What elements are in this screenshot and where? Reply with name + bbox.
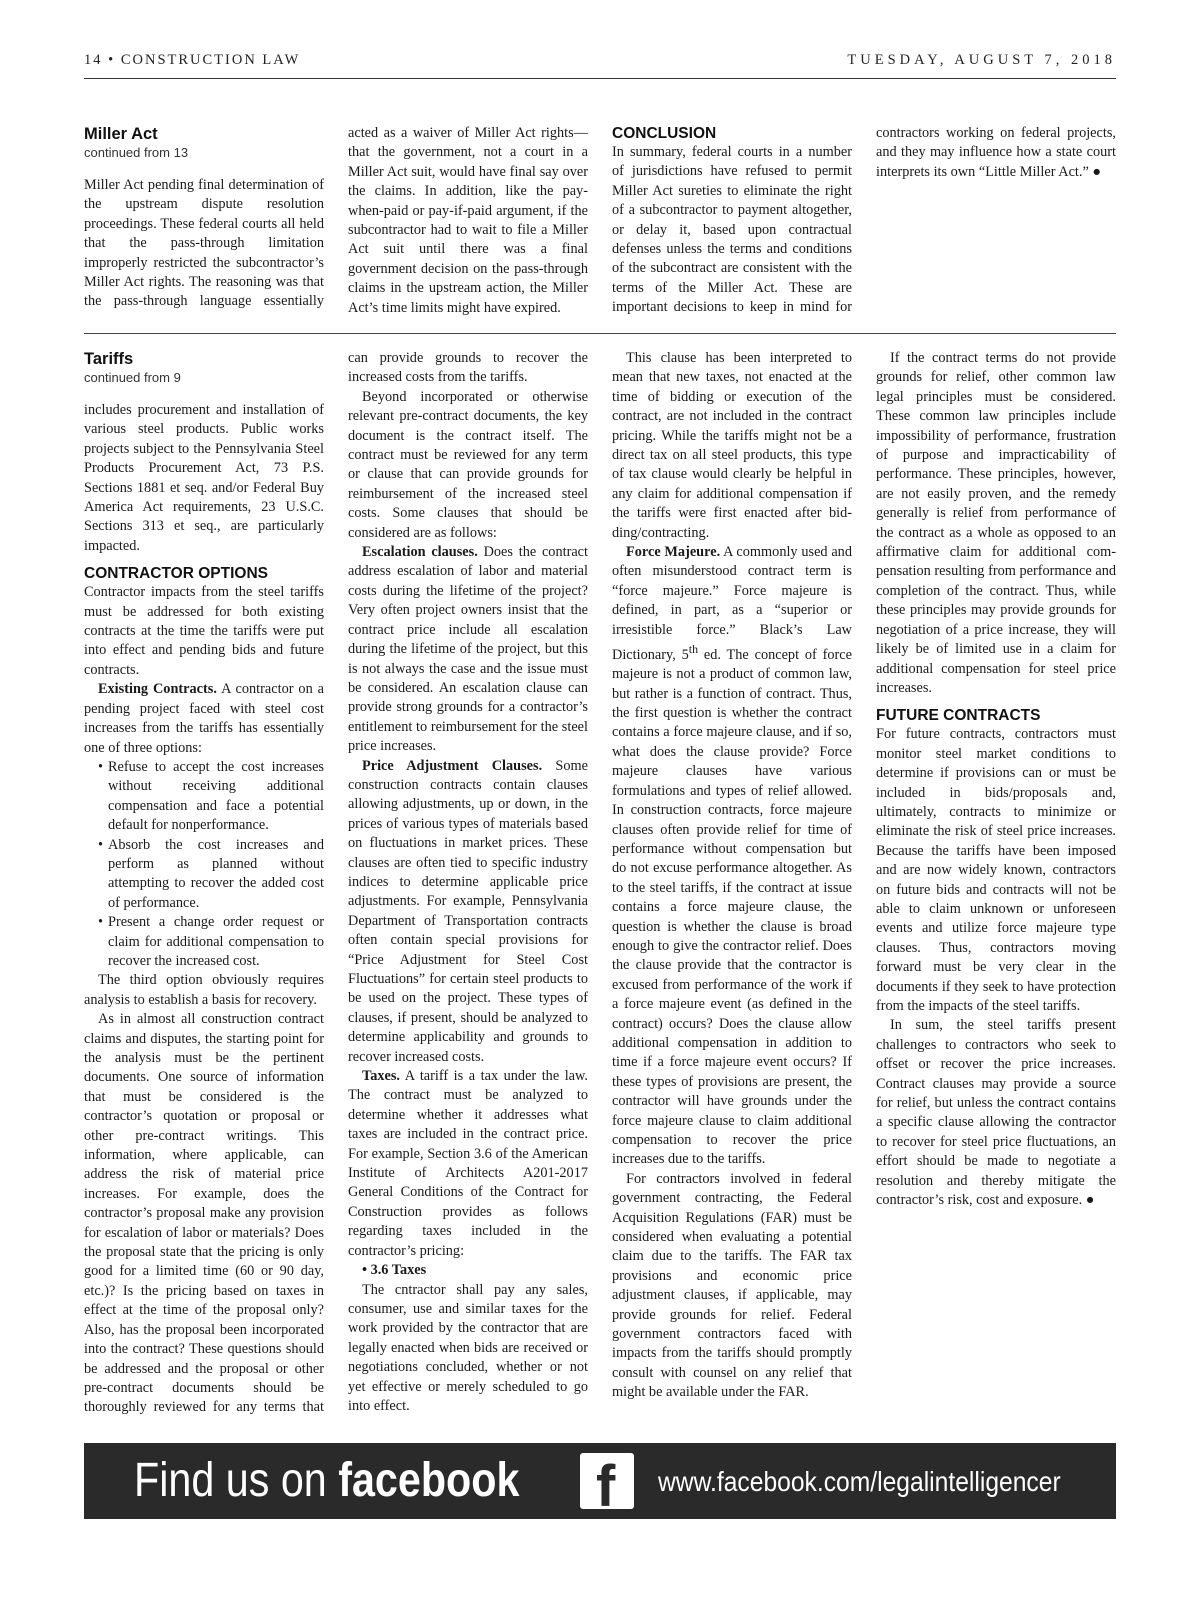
in-sum-paragraph: In sum, the steel tariffs present challenges to contractors who seek to offset or recover the price increases. Contract clauses may provide a source for relief, but unless the contract contains a specific clause allowing the contractor to recover for steel price fluctuations, an effort should be made to negotiate a resolution and thereby mitigate the contractor’s risk, cost and exposure. ● (876, 1017, 1116, 1209)
header-rule (84, 78, 1116, 79)
facebook-icon: f (580, 1453, 634, 1509)
force-majeure-lead: Force Majeure. (626, 544, 721, 561)
list-item: • Present a change order request or claim for additional compensation to recover the increased cost. (108, 913, 324, 971)
documents-paragraph: As in almost all construction contract claims and disputes, the starting point for the analysis must be the pertinent documents. One source of information that must be considered is the contractor’s quotation or proposal or other pre-contract writings. This information, where applicable, can address the risk of material price increases. For example, does the contractor’s proposal make any provision for escalation of labor or materials? Does the proposal state that the pricing is only good for a limited time (60 or 90 day, etc.)? Is the pricing based on taxes in effect at the time of the proposal only? Also, has the proposal been incorporated into the contract? These questions should be addressed and the proposal or other pre-contract documents should be thoroughly reviewed for any terms that can provide grounds to recover the increased costs from the tariffs. (84, 350, 588, 1416)
list-item: • Refuse to accept the cost increases without receiving additional compensation and face a potential default for nonperformance. (108, 758, 324, 836)
conclusion-paragraph: In summary, federal courts in a number of jurisdictions have refused to permit Miller Act sureties to eliminate the right of a subcontractor to payment altogether, or delay it, based upon contractual defenses unless the terms and conditions of the subcontract are consistent with the terms of the Miller Act. These are important decisions to keep in mind for contractors working on federal projects, and they may influence how a state court interprets its own “Little Miller Act.” ● (612, 125, 1116, 316)
banner-url-link[interactable]: www.facebook.com/legalintelligencer (658, 1466, 1061, 1497)
conclusion-heading: CONCLUSION (612, 125, 717, 142)
common-law-paragraph: If the contract terms do not provide grounds for relief, other common law legal principles must be considered. These common law principles include impossibility of performance, frustration of purpose and impracticability of performance. These principles, however, are not easily proven, and the remedy generally is relief from performance of the contract as a whole as opposed to an affirmative claim for additional compensation resulting from performance and completion of the contract. Thus, while these principles may provide grounds for negotiation of a price increase, they will likely be of limited use in a claim for additional compensation for steel price increases. (876, 350, 1116, 696)
banner-brand: facebook (338, 1454, 520, 1507)
taxes-paragraph: Taxes. A tariff is a tax under the law. The contract must be analyzed to determine whether it addresses what taxes are included in the contract price. For example, Section 3.6 of the American Institute of Architects A201-2017 General Conditions of the Contract for Construction provides as follows regarding taxes included in the contractor’s pricing: (348, 1068, 588, 1259)
tariffs-article (84, 349, 1116, 1419)
future-contracts-paragraph: For future contracts, contractors must monitor steel market conditions to determine if provisions can or must be included in bids/proposals and, ultimately, contracts to minimize or eliminate the risk of steel price increases. Because the tariffs have been imposed and are now widely known, contractors on future bids and contracts will not be able to claim unknown or unforeseen events and utilize force majeure type clauses. Thus, contractors moving forward must be very clear in the documents if they seek to have protection from the impacts of the steel tariffs. (876, 726, 1116, 1014)
clause-interpretation-paragraph: This clause has been interpreted to mean that new taxes, not enacted at the time of bidding or execution of the contract, are not included in the contract pricing. While the tariffs might not be a direct tax on all steel products, this type of tax clause would clearly be helpful in any claim for additional compensation if the tariffs were first enacted after bidding/contracting. (612, 350, 852, 541)
facebook-banner[interactable] (84, 1443, 1116, 1519)
beyond-paragraph: Beyond incorporated or otherwise relevant pre-contract documents, the key document is the contract itself. The contract must be reviewed for any term or clause that can provide grounds for reimbursement of the increased steel costs. Some clauses that should be considered are as follows: (348, 388, 588, 541)
miller-act-title: Miller Act (84, 125, 158, 143)
price-adjustment-paragraph: Price Adjustment Clauses. Some construction contracts contain clauses allowing adjustments, up or down, in the prices of various types of materials based on fluctuations in market prices. These clauses are often tied to specific industry indices to determine applicable price adjustments. For example, Pennsylvania Department of Transportation contracts often contain special provisions for “Price Adjustment for Steel Cost Fluctuations” for certain steel products to be used on the project. These types of clauses, if present, should be analyzed to determine applicability and grounds to recover increased costs. (348, 757, 588, 1065)
section-divider (84, 333, 1116, 334)
taxes-lead: Taxes. (362, 1068, 401, 1085)
tariffs-continued: continued from 9 (84, 370, 181, 385)
tariffs-title: Tariffs (84, 350, 134, 368)
miller-act-article (84, 124, 1116, 324)
escalation-paragraph: Escalation clauses. Does the contract address escalation of labor and material costs during the lifetime of the project? Very often project owners insist that the contract price include all escalation during the lifetime of the project, but this is not always the case and the issue must be considered. An escalation clause can provide strong grounds for a contractor’s entitlement to reimbursement for the steel price increases. (348, 544, 589, 755)
contractor-options-paragraph: Contractor impacts from the steel tariffs must be addressed for both existing contracts at the time the tariffs were put into effect and pending bids and future contracts. (84, 584, 324, 678)
page-folio: 14 • CONSTRUCTION LAW (84, 52, 301, 68)
options-list (84, 758, 324, 971)
escalation-lead: Escalation clauses. (362, 544, 478, 561)
future-contracts-heading: FUTURE CONTRACTS (876, 707, 1041, 725)
page-header (84, 52, 1116, 76)
force-majeure-paragraph: Force Majeure. A commonly used and often misunderstood contract term is “force majeure.” Force majeure is defined, in part, as a “superior or irresistible force.” Black’s Law Dictionary, 5th ed. The concept of force majeure is not a product of common law, but rather is a function of contract. Thus, the first question is whether the contract contains a force majeure clause, and if so, what does the clause provide? Force majeure clauses have various formulations and types of relief allowed. In construction contracts, force majeure clauses often provide relief for time of performance without compensation but do not excuse performance altogether. As to the steel tariffs, if the contract at issue contains a force majeure clause, the question is whether the clause is broad enough to give the contractor relief. Does the clause provide that the contractor is excused from performance of the work if a force majeure event (as defined in the contract) occurs? Does the clause allow additional compensation in addition to time if a force majeure event occurs? If these types of provisions are present, the contractor will have grounds under the force majeure clause to claim additional compensation to recover the price increases due to the tariffs. (612, 544, 852, 1168)
banner-find-text: Find us on facebook (134, 1454, 520, 1507)
list-item: • Absorb the cost increases and perform as planned without attempting to recover the added cost of performance. (108, 836, 324, 914)
existing-contracts-lead: Existing Contracts. (98, 681, 217, 698)
taxes-quote: The cntractor shall pay any sales, consumer, use and similar taxes for the work provided by the contractor that are legally enacted when bids are received or negotiations concluded, whether or not yet effective or merely scheduled to go into effect. (348, 1281, 588, 1414)
issue-date: TUESDAY, AUGUST 7, 2018 (847, 52, 1116, 68)
tariffs-intro: includes procurement and installation of various steel products. Public works projects subject to the Pennsylvania Steel Products Procurement Act, 73 P.S. Sections 1881 et seq. and/or Federal Buy America Act requirements, 23 U.S.C. Sections 313 et seq., are particularly impacted. (84, 402, 324, 554)
contractor-options-heading: CONTRACTOR OPTIONS (84, 565, 268, 583)
taxes-bullet: • 3.6 Taxes (362, 1262, 427, 1279)
miller-act-paragraph: Miller Act pending final determination of the upstream dispute resolution proceedings. These federal courts all held that the pass-through limitation improperly restricted the subcontractor’s Miller Act rights. The reasoning was that the pass-through language essentially acted as a waiver of Miller Act rights—that the government, not a court in a Miller Act suit, would have final say over the claims. In addition, like the pay-when-paid or pay-if-paid argument, if the subcontractor had to wait to file a Miller Act suit until there was a final government decision on the pass-through claims in the upstream action, the Miller Act’s time limits might have expired. (84, 125, 588, 316)
far-paragraph: For contractors involved in federal government contracting, the Federal Acquisition Regulations (FAR) must be considered when evaluating a potential claim due to the tariffs. The FAR tax provisions and economic price adjustment clauses, if applicable, may provide grounds for relief. Federal government contractors faced with impacts from the tariffs should promptly consult with counsel on any relief that might be available under the FAR. (612, 1170, 852, 1401)
existing-contracts-paragraph: Existing Contracts. A contractor on a pending project faced with steel cost increases from the tariffs has essentially one of three options: (84, 681, 324, 756)
price-adjustment-lead: Price Adjustment Clauses. (362, 757, 543, 774)
miller-act-continued: continued from 13 (84, 145, 189, 160)
third-option-paragraph: The third option obviously requires analysis to establish a basis for recovery. (84, 972, 324, 1008)
